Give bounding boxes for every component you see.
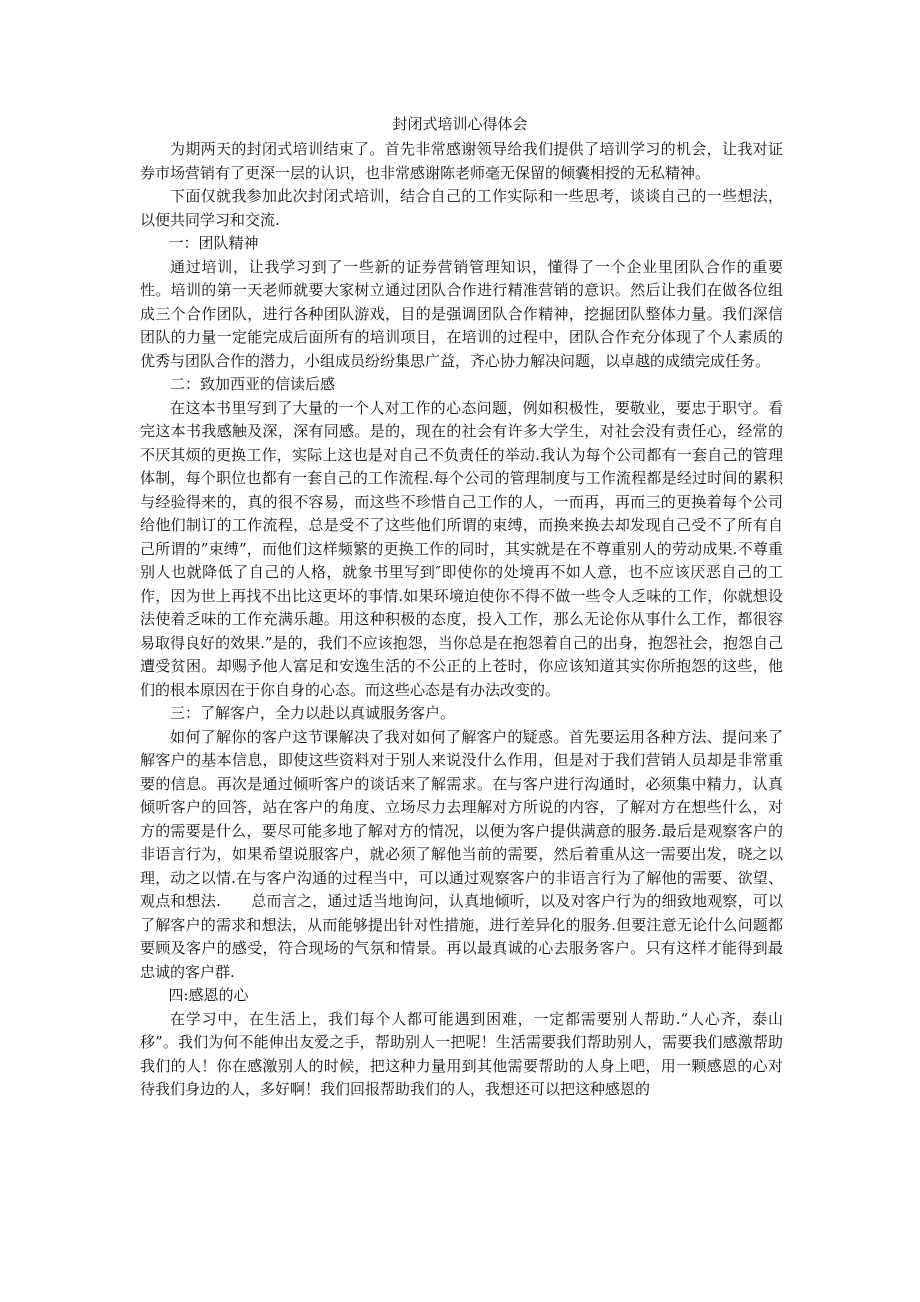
section-heading-gratitude: 四:感恩的心: [168, 986, 249, 1004]
document-body: [140, 138, 783, 1102]
paragraph-garcia-letter: 在这本书里写到了大量的一个人对工作的心态问题，例如积极性，要敬业，要忠于职守。看完这本书我感触及深，深有同感。是的，现在的社会有许多大学生，对社会没有责任心，经常的不厌其烦的更换工作，实际上这也是对自己不负责任的举动.我认为每个公司都有一套自己的管理体制，每个职位也都有一套自己的工作流程.每个公司的管理制度与工作流程都是经过时间的累积与经验得来的，真的很不容易，而这些不珍惜自己工作的人，一而再，再而三的更换着每个公司给他们制订的工作流程，总是受不了这些他们所谓的束缚，而换来换去却发现自己受不了所有自己所谓的”束缚”，而他们这样频繁的更换工作的同时，其实就是在不尊重别人的劳动成果.不尊重别人也就降低了自己的人格，就象书里写到″即使你的处境再不如人意，也不应该厌恶自己的工作，因为世上再找不出比这更坏的事情.如果环境迫使你不得不做一些令人乏味的工作，你就想设法使着乏味的工作充满乐趣。用这种积极的态度，投入工作，那么无论你从事什么工作，都很容易取得良好的效果.”是的，我们不应该抱怨，当你总是在抱怨着自己的出身，抱怨社会，抱怨自己遭受贫困。却赐予他人富足和安逸生活的不公正的上苍时，你应该知道其实你所抱怨的这些，他们的根本原因在于你自身的心态。而这些心态是有办法改变的。: [140, 398, 783, 699]
paragraph-understand-customers: 如何了解你的客户这节课解决了我对如何了解客户的疑惑。首先要运用各种方法、提问来了解客户的基本信息，即使这些资料对于别人来说没什么作用，但是对于我们营销人员却是非常重要的信息。再次是通过倾听客户的谈话来了解需求。在与客户进行沟通时，必须集中精力，认真倾听客户的回答，站在客户的角度、立场尽力去理解对方所说的内容，了解对方在想些什么，对方的需要是什么，要尽可能多地了解对方的情况，以便为客户提供满意的服务.最后是观察客户的非语言行为，如果希望说服客户，就必须了解他当前的需要，然后着重从这一需要出发，晓之以理，动之以情.在与客户沟通的过程当中，可以通过观察客户的非语言行为了解他的需要、欲望、观点和想法. 总而言之，通过适当地询问，认真地倾听，以及对客户行为的细致地观察，可以了解客户的需求和想法，从而能够提出针对性措施，进行差异化的服务.但要注意无论什么问题都要顾及客户的感受，符合现场的气氛和情景。再以最真诚的心去服务客户。只有这样才能得到最忠诚的客户群.: [140, 727, 783, 981]
paragraph-team-spirit: 通过培训，让我学习到了一些新的证券营销管理知识，懂得了一个企业里团队合作的重要性。培训的第一天老师就要大家树立通过团队合作进行精准营销的意识。然后让我们在做各位组成三个合作团队，进行各种团队游戏，目的是强调团队合作精神，挖掘团队整体力量。我们深信团队的力量一定能完成后面所有的培训项目，在培训的过程中，团队合作充分体现了个人素质的优秀与团队合作的潜力，小组成员纷纷集思广益，齐心协力解决问题，以卓越的成绩完成任务。: [140, 257, 783, 370]
paragraph-preface: 下面仅就我参加此次封闭式培训，结合自己的工作实际和一些思考，谈谈自己的一些想法，以便共同学习和交流.: [140, 187, 783, 229]
section-heading-team-spirit: 一：团队精神: [168, 234, 259, 252]
paragraph-intro: 为期两天的封闭式培训结束了。首先非常感谢领导给我们提供了培训学习的机会，让我对证券市场营销有了更深一层的认识，也非常感谢陈老师毫无保留的倾囊相授的无私精神。: [140, 140, 783, 182]
paragraph-gratitude: 在学习中，在生活上，我们每个人都可能遇到困难，一定都需要别人帮助.“人心齐，泰山移”。我们为何不能伸出友爱之手，帮助别人一把呢！生活需要我们帮助别人，需要我们感激帮助我们的人！你在感激别人的时候，把这种力量用到其他需要帮助的人身上吧，用一颗感恩的心对待我们身边的人，多好啊！我们回报帮助我们的人，我想还可以把这种感恩的: [140, 1009, 783, 1098]
document-title: 封闭式培训心得体会: [392, 115, 528, 133]
section-heading-garcia-letter: 二：致加西亚的信读后感: [170, 375, 336, 393]
section-heading-understand-customers: 三：了解客户，全力以赴以真诚服务客户。: [170, 704, 456, 722]
